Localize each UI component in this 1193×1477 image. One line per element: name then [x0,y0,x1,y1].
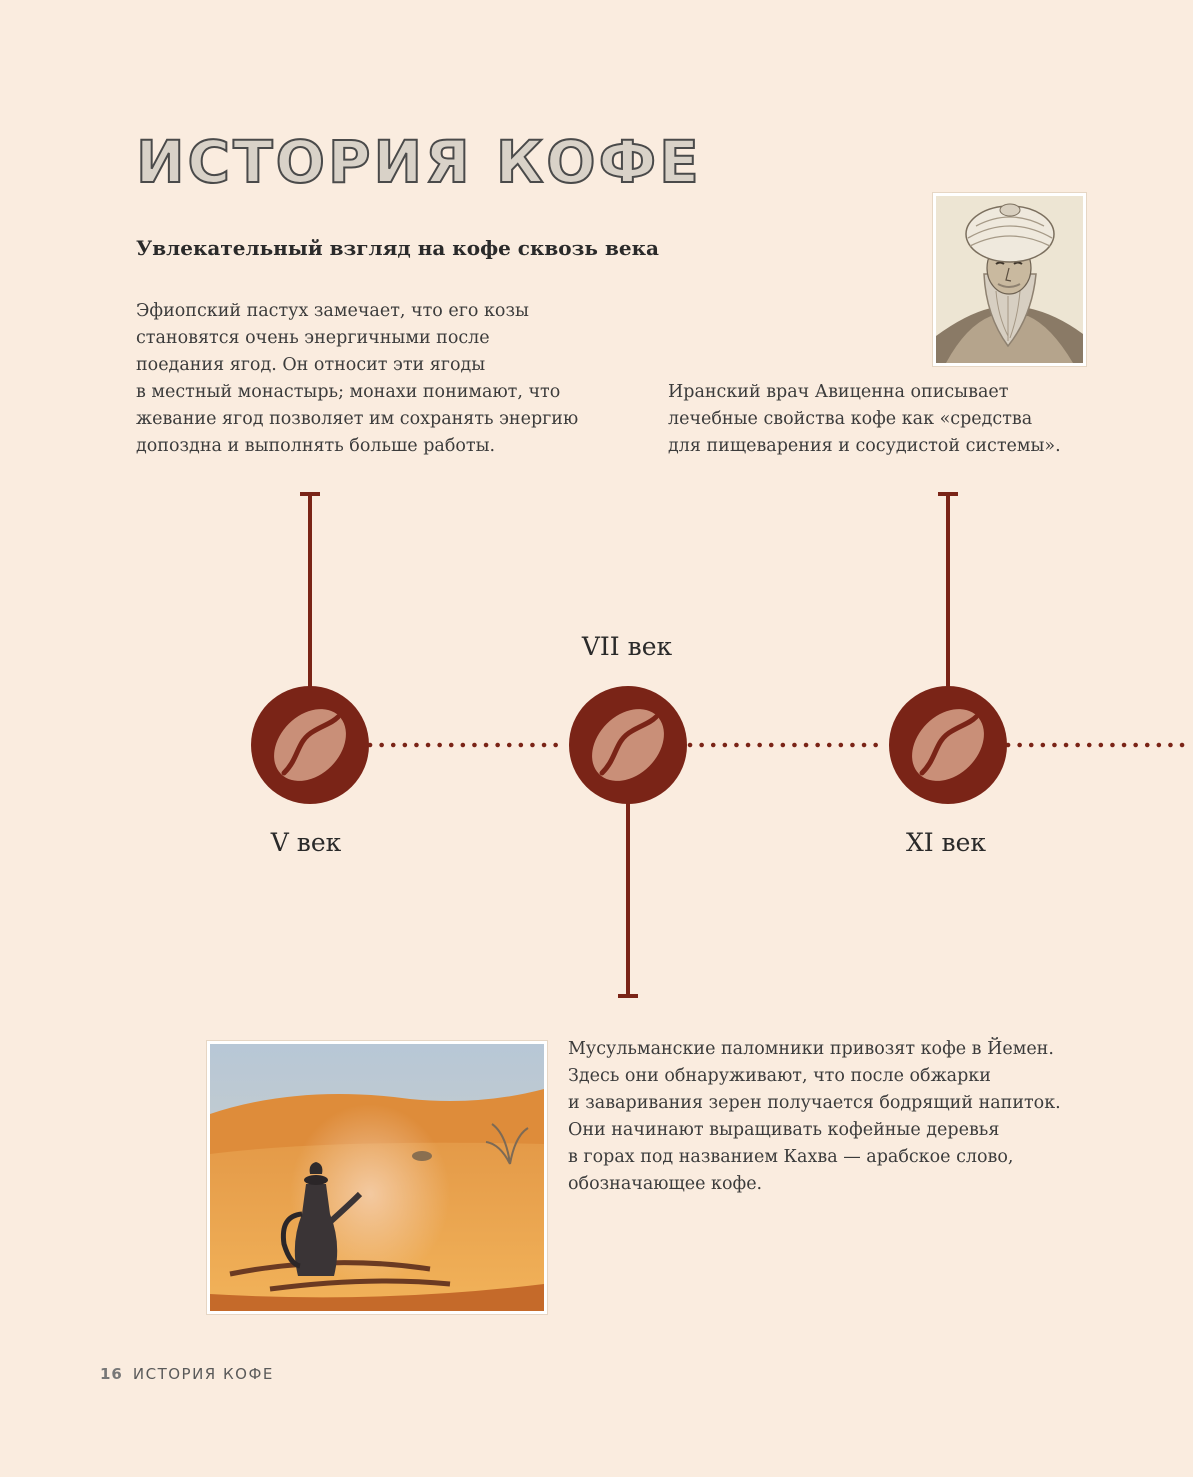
page-title: ИСТОРИЯ КОФЕ [136,128,702,196]
text-line: лечебные свойства кофе как «средства [668,409,1033,429]
text-line: поедания ягод. Он относит эти ягоды [136,355,486,375]
coffee-bean-icon [569,686,687,804]
text-line: допоздна и выполнять больше работы. [136,436,496,456]
text-line: Они начинают выращивать кофейные деревья [568,1120,1000,1140]
page-subtitle: Увлекательный взгляд на кофе сквозь века [136,236,659,260]
stem-xi [938,493,958,690]
stem-vii [618,800,638,996]
era-label-v: V век [270,828,342,857]
text-line: для пищеварения и сосудистой системы». [668,436,1061,456]
text-line: в местный монастырь; монахи понимают, что [136,382,561,402]
page-footer [100,1365,274,1383]
text-line: становятся очень энергичными после [136,328,490,348]
coffee-bean-icon [889,686,1007,804]
coffee-bean-icon [251,686,369,804]
text-line: Мусульманские паломники привозят кофе в Йемен. [568,1039,1054,1059]
stem-v [300,493,320,690]
text-line: Здесь они обнаруживают, что после обжарки [568,1066,991,1086]
text-line: и заваривания зерен получается бодрящий напиток. [568,1093,1061,1113]
footer-section: ИСТОРИЯ КОФЕ [132,1365,274,1383]
text-line: Иранский врач Авиценна описывает [668,382,1009,402]
era-label-vii: VII век [581,632,673,661]
text-line: жевание ягод позволяет им сохранять энергию [136,409,579,429]
text-line: в горах под названием Кахва — арабское слово, [568,1147,1014,1167]
text-line: обозначающее кофе. [568,1174,763,1194]
page-number: 16 [100,1365,123,1383]
text-line: Эфиопский пастух замечает, что его козы [136,301,529,321]
era-label-xi: XI век [905,828,987,857]
